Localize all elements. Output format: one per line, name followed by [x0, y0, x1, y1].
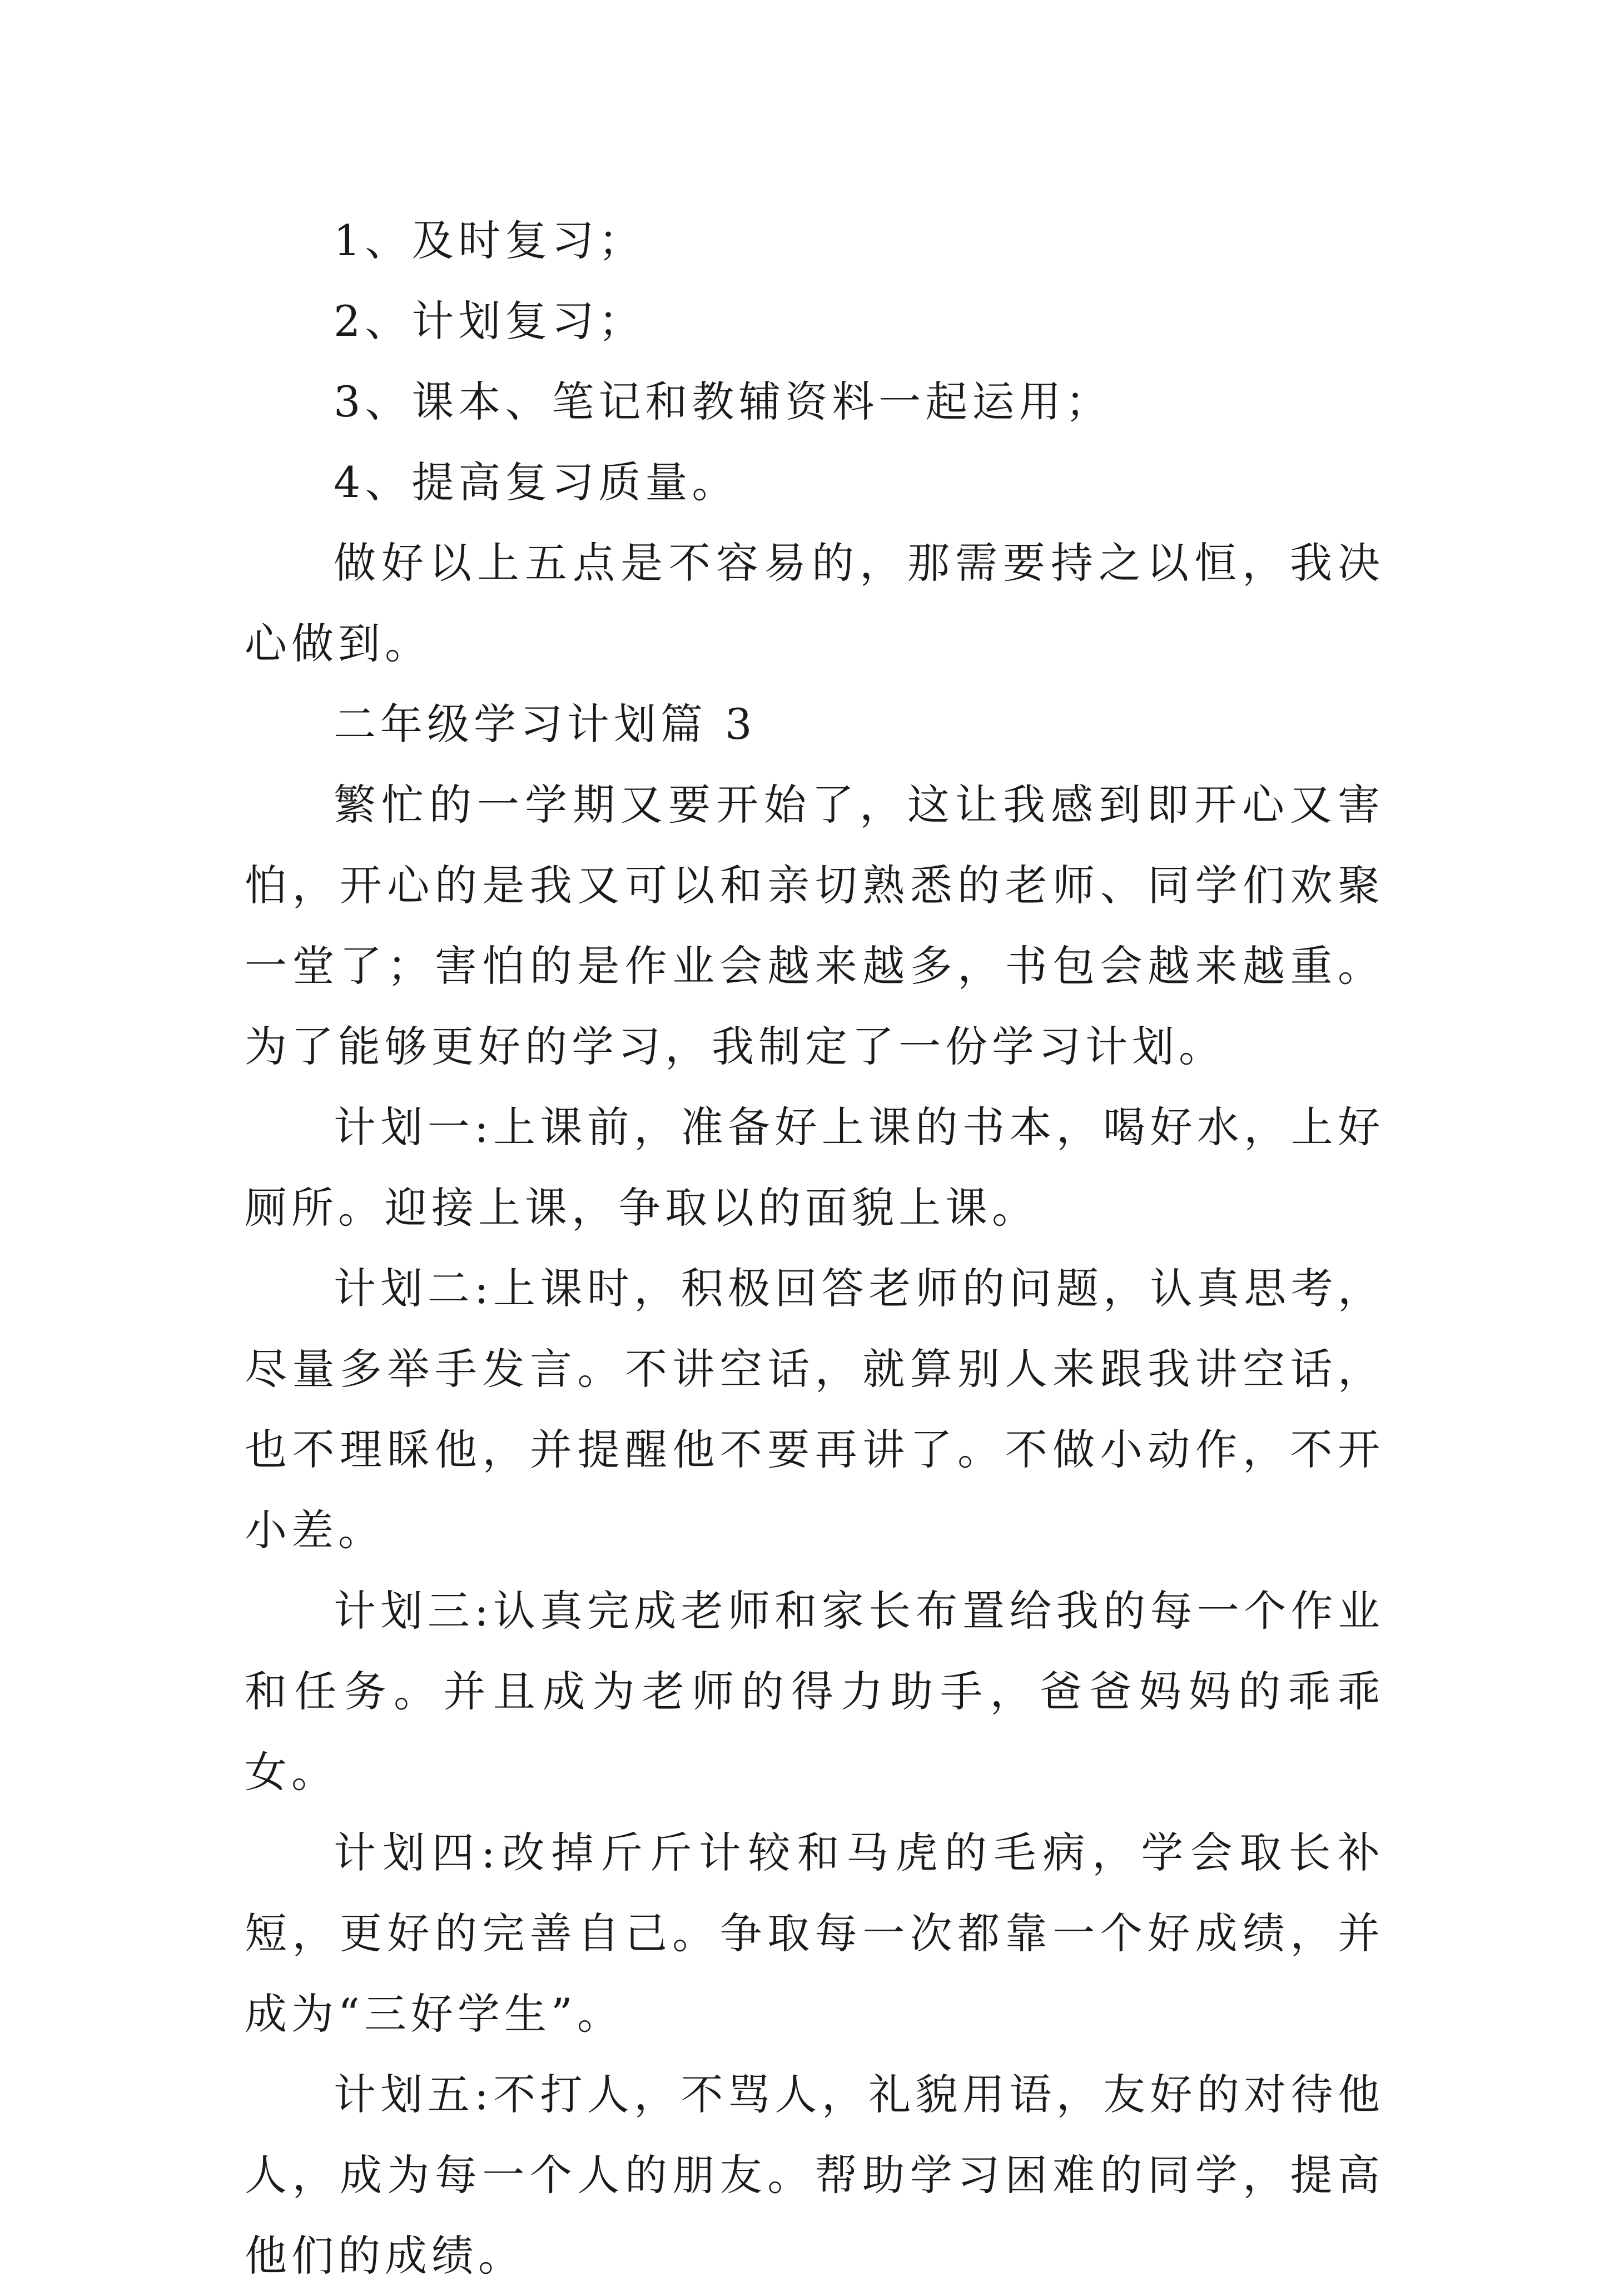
list-item-2: 2、计划复习； [334, 296, 645, 346]
paragraph-plan-2: 计划二:上课时，积极回答老师的问题，认真思考，尽量多举手发言。不讲空话，就算别人来跟我讲空话，也不理睬他，并提醒他不要再讲了。不做小动作，不开小差。 [245, 1264, 1384, 1555]
paragraph-plan-1: 计划一:上课前，准备好上课的书本，喝好水，上好厕所。迎接上课，争取以的面貌上课。 [245, 1102, 1384, 1233]
paragraph-resolve: 做好以上五点是不容易的，那需要持之以恒，我决心做到。 [245, 538, 1384, 668]
paragraph-plan-5: 计划五:不打人，不骂人，礼貌用语，友好的对待他人，成为每一个人的朋友。帮助学习困难的同学，提高他们的成绩。 [245, 2070, 1384, 2280]
section-heading: 二年级学习计划篇 3 [334, 699, 757, 749]
list-item-1: 1、及时复习； [334, 216, 645, 265]
paragraph-intro: 繁忙的一学期又要开始了，这让我感到即开心又害怕，开心的是我又可以和亲切熟悉的老师、同学们欢聚一堂了；害怕的是作业会越来越多，书包会越来越重。为了能够更好的学习，我制定了一份学习计划。 [245, 780, 1384, 1071]
paragraph-plan-4: 计划四:改掉斤斤计较和马虎的毛病，学会取长补短，更好的完善自己。争取每一次都靠一个好成绩，并成为“三好学生”。 [245, 1828, 1384, 2039]
document-body [245, 200, 1384, 2296]
list-item-4: 4、提高复习质量。 [334, 458, 739, 507]
paragraph-plan-3: 计划三:认真完成老师和家长布置给我的每一个作业和任务。并且成为老师的得力助手，爸爸妈妈的乖乖女。 [245, 1586, 1384, 1797]
list-item-3: 3、课本、笔记和教辅资料一起运用； [334, 377, 1113, 426]
